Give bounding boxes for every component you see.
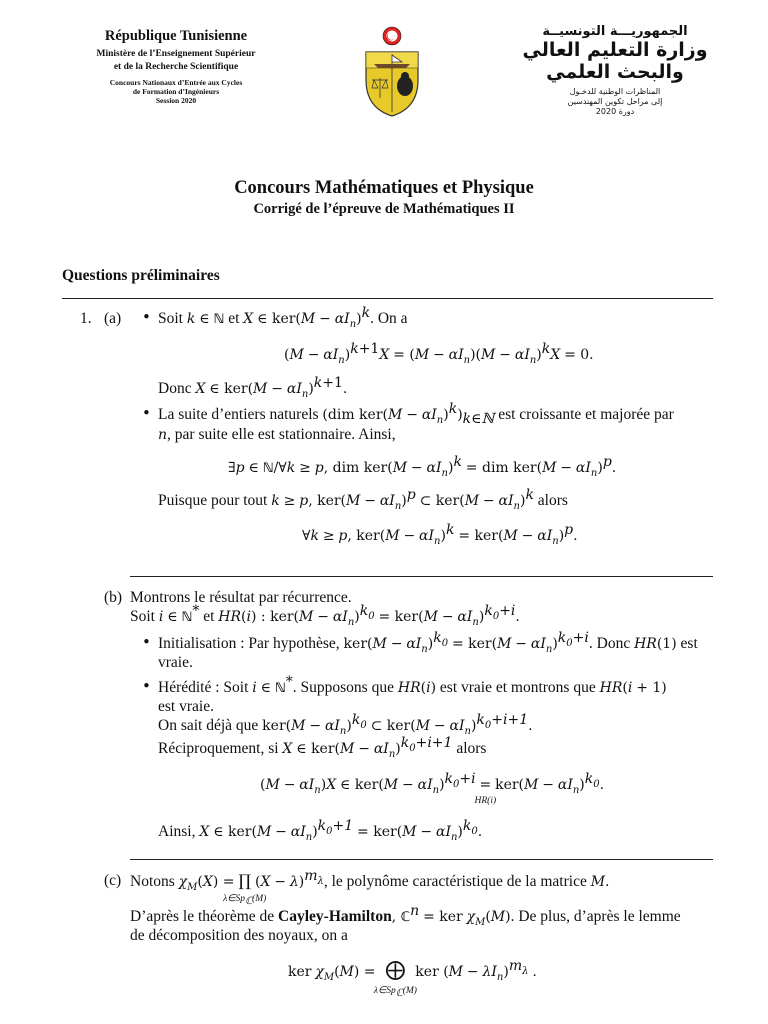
arabic-concours-line-2: إلى مراحل تكوين المهندسين xyxy=(567,97,663,106)
arabic-country-name: الجمهوريـــة التونسيــة xyxy=(542,24,688,39)
equation-c1: ker $\chi_M(M)$ = ⨁ $\lambda\in Sp_ℂ(M)$ ker $(M - \lambda I_n)^{m_\lambda}$ . xyxy=(288,957,537,999)
arabic-ministry-line-2: والبحث العلمي xyxy=(546,61,684,83)
part-b-init-line2: vraie. xyxy=(158,654,193,671)
part-b-onsait-line: On sait déjà que $ker(M - \alpha I_n)^{k_0}$ ⊂ $ker(M - \alpha I_n)^{k_0+i+1}$. xyxy=(158,711,533,737)
part-a-bullet2-line1: La suite d’entiers naturels (dim $ker(M - \alpha I_n)^k)_{k\in ℕ}$ est croissante et majorée par xyxy=(158,400,674,428)
part-b-hered-line1: Hérédité : Soit i ∈ ℕ*. Supposons que HR(i) est vraie et montrons que HR(i + 1) xyxy=(158,673,667,696)
concours-line-1: Concours Nationaux d’Entrée aux Cycles xyxy=(109,78,243,87)
session-label: Session 2020 xyxy=(155,96,197,105)
section-title: Questions préliminaires xyxy=(62,267,220,284)
arabic-session: دورة 2020 xyxy=(595,107,635,116)
part-rule xyxy=(130,859,713,860)
bullet: • xyxy=(142,404,151,422)
part-c-cayley-line: D’après le théorème de Cayley-Hamilton, ℂ$^n$ = ker $\chi_M(M)$. De plus, d’après le lemme xyxy=(130,902,681,928)
part-a-label: (a) xyxy=(104,310,122,327)
part-a-bullet1-line: Soit k ∈ ℕ et X ∈ $ker(M - \alpha I_n)^k$. On a xyxy=(158,304,408,330)
equation-a3: ∀k ≥ p, $ker(M - \alpha I_n)^k = ker(M - \alpha I_n)^p$. xyxy=(302,521,578,547)
part-b-recip-line: Réciproquement, si X ∈ $ker(M - \alpha I_n)^{k_0+i+1}$ alors xyxy=(158,734,487,760)
header-right-block xyxy=(520,24,710,117)
bullet: • xyxy=(142,677,151,695)
part-b-init-line1: Initialisation : Par hypothèse, $ker(M - \alpha I_n)^{k_0} = ker(M - \alpha I_n)^{k_0+i}$. Donc HR(1) est xyxy=(158,629,698,655)
part-b-intro: Montrons le résultat par récurrence. xyxy=(130,589,352,606)
part-b-ainsi-line: Ainsi, X ∈ $ker(M - \alpha I_n)^{k_0+1} = ker(M - \alpha I_n)^{k_0}$. xyxy=(158,817,483,843)
arabic-ministry-line-1: وزارة التعليم العالي xyxy=(522,39,708,61)
tunisia-coat-of-arms-icon xyxy=(360,24,424,118)
cayley-hamilton-term: Cayley-Hamilton xyxy=(278,908,392,925)
country-name: République Tunisienne xyxy=(104,28,248,44)
page-title: Concours Mathématiques et Physique xyxy=(234,178,534,198)
header-left-block xyxy=(62,28,290,105)
part-b-label: (b) xyxy=(104,589,123,606)
concours-line-2: de Formation d’Ingénieurs xyxy=(132,87,220,96)
equation-b1: $(M - \alpha I_n)X$ ∈ $ker(M - \alpha I_n)^{k_0+i}$ = HR(i) $ker(M - \alpha I_n)^{k_0}$. xyxy=(260,770,605,806)
bullet: • xyxy=(142,308,151,326)
question-number: 1. xyxy=(80,310,92,327)
part-b-soit-line: Soit i ∈ ℕ* et HR(i) : $ker(M - \alpha I_n)^{k_0} = ker(M - \alpha I_n)^{k_0+i}$. xyxy=(130,602,520,628)
arabic-concours-line-1: المناظرات الوطنية للدخـول xyxy=(569,87,661,96)
part-a-puisque-line: Puisque pour tout k ≥ p, $ker(M - \alpha I_n)^p$ ⊂ $ker(M - \alpha I_n)^k$ alors xyxy=(158,486,568,512)
part-a-bullet2-line2: n, par suite elle est stationnaire. Ainsi, xyxy=(158,426,396,443)
ministry-line-1: Ministère de l’Enseignement Supérieur xyxy=(96,49,256,59)
part-c-noyaux-line: de décomposition des noyaux, on a xyxy=(130,927,348,944)
equation-a2: ∃p ∈ ℕ/∀k ≥ p, dim $ker(M - \alpha I_n)^k$ = dim $ker(M - \alpha I_n)^p$. xyxy=(228,453,617,479)
equation-a1: $(M - \alpha I_n)^{k+1}X = (M - \alpha I_n)(M - \alpha I_n)^kX = 0$. xyxy=(284,340,594,366)
ministry-line-2: et de la Recherche Scientifique xyxy=(113,62,239,72)
part-c-label: (c) xyxy=(104,872,122,889)
part-rule xyxy=(130,576,713,577)
page-subtitle: Corrigé de l’épreuve de Mathématiques II xyxy=(253,201,515,217)
part-b-hered-line2: est vraie. xyxy=(158,698,214,715)
bullet: • xyxy=(142,633,151,651)
part-a-donc-line: Donc X ∈ $ker(M - \alpha I_n)^{k+1}$. xyxy=(158,374,348,400)
part-c-notons-line: Notons $\chi_M(X)$ = ∏ $\lambda\in Sp_ℂ(M)$ $(X - \lambda)^{m_\lambda}$, le polynôme caractéristique de la matrice M. xyxy=(130,867,610,907)
section-rule xyxy=(62,298,713,299)
